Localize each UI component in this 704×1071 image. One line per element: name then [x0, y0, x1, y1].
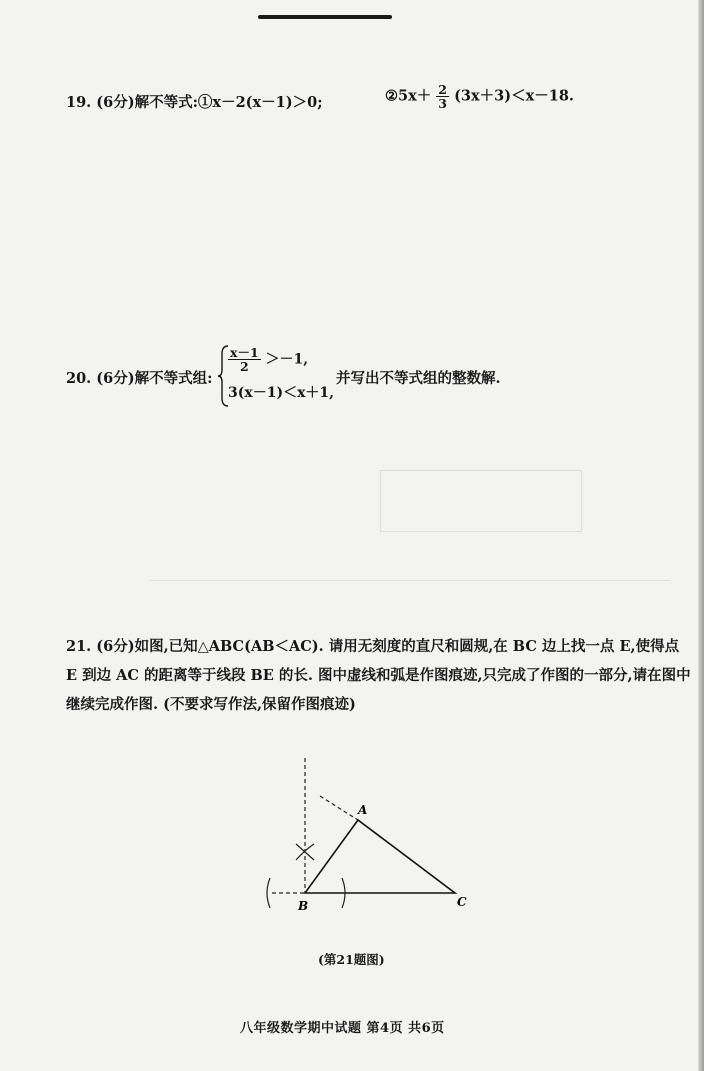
vertex-a-label: A: [358, 803, 368, 817]
inequality-line-2: 3(x－1)＜x＋1,: [228, 385, 335, 401]
question-19-part2-suffix: (3x＋3)＜x－18.: [454, 87, 574, 105]
bleed-through-box: [380, 470, 582, 532]
vertex-c-label: C: [457, 895, 467, 909]
fraction-denominator: 3: [438, 96, 447, 112]
fraction-denominator: 2: [239, 359, 249, 375]
question-19: [66, 91, 323, 112]
question-19-part2-prefix: ②5x＋: [385, 87, 432, 105]
inequality-system: [218, 344, 338, 408]
triangle-abc: [305, 820, 455, 893]
vertex-b-label: B: [298, 899, 309, 913]
triangle-construction-figure: [250, 748, 480, 922]
figure-caption: (第21题图): [318, 952, 385, 967]
fraction-numerator: x－1: [230, 345, 259, 360]
question-19-part1: 19. (6分)解不等式:①x－2(x－1)＞0;: [66, 94, 323, 111]
fraction-x-minus-1-over-2: [228, 346, 261, 373]
construction-arc-3: [267, 878, 270, 908]
fraction-numerator: 2: [438, 82, 447, 97]
question-21-text: 21. (6分)如图,已知△ABC(AB＜AC). 请用无刻度的直尺和圆规,在 BC 边上找一点 E,使得点 E 到边 AC 的距离等于线段 BE 的长. 图中虚线和弧是作图痕迹,只完成了作图的一部分,请在图中继续完成作图. (不要求写作法,保留作图痕迹): [66, 638, 691, 713]
inequality-line-1-rest: ＞－1,: [265, 351, 309, 368]
question-20-label: 20. (6分)解不等式组:: [66, 370, 213, 387]
top-binding-mark: [258, 15, 392, 19]
extension-dashed-line: [320, 796, 358, 820]
page-edge-shadow: [698, 0, 704, 1071]
bleed-through-line: [150, 580, 670, 582]
page-footer: 八年级数学期中试题 第4页 共6页: [240, 1021, 445, 1036]
question-20-instruction: 并写出不等式组的整数解.: [336, 370, 501, 387]
fraction-two-thirds: [436, 83, 449, 110]
triangle-diagram: [250, 748, 480, 918]
inequality-line-1: [228, 346, 308, 373]
question-19-part2: [385, 83, 574, 110]
